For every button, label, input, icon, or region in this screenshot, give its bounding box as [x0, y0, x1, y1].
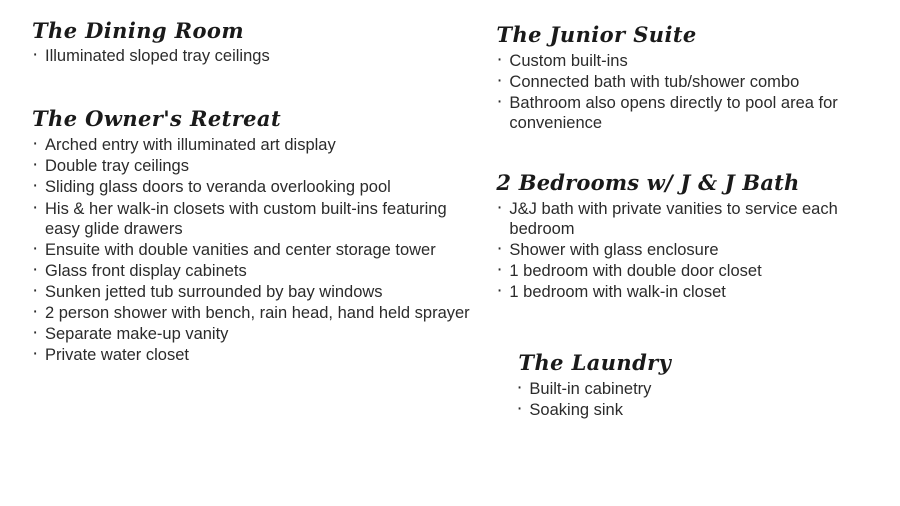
section-owners-retreat — [32, 106, 470, 365]
section-title-owners-retreat: The Owner's Retreat — [32, 106, 282, 132]
section-dining-room — [32, 18, 470, 66]
list-item: · Glass front display cabinets — [32, 261, 470, 281]
list-item: · Connected bath with tub/shower combo — [496, 72, 882, 92]
list-item: · 1 bedroom with walk-in closet — [496, 282, 882, 302]
bullet-list-two-bedrooms-jj-bath — [496, 199, 882, 303]
bullet-list-dining-room — [32, 46, 470, 66]
bullet-list-laundry — [516, 379, 882, 420]
list-item: · Bathroom also opens directly to pool area for convenience — [496, 93, 882, 133]
list-item: · Sliding glass doors to veranda overlooking pool — [32, 177, 470, 197]
list-item: · Double tray ceilings — [32, 156, 470, 176]
bullet-list-owners-retreat — [32, 135, 470, 365]
list-item: · Illuminated sloped tray ceilings — [32, 46, 470, 66]
section-title-laundry: The Laundry — [518, 350, 672, 376]
list-item: · His & her walk-in closets with custom built-ins featuring easy glide drawers — [32, 199, 470, 239]
bullet-list-junior-suite — [496, 51, 882, 134]
right-column — [478, 10, 882, 506]
section-two-bedrooms-jj-bath — [496, 170, 882, 303]
list-item: · Custom built-ins — [496, 51, 882, 71]
left-column — [18, 10, 478, 506]
section-junior-suite — [496, 22, 882, 134]
section-title-junior-suite: The Junior Suite — [496, 22, 697, 47]
section-title-dining-room: The Dining Room — [32, 18, 244, 43]
list-item: · Separate make-up vanity — [32, 324, 470, 344]
list-item: · Sunken jetted tub surrounded by bay windows — [32, 282, 470, 302]
list-item: · Built-in cabinetry — [516, 379, 882, 399]
list-item: · Shower with glass enclosure — [496, 240, 882, 260]
list-item: · 1 bedroom with double door closet — [496, 261, 882, 281]
list-item: · J&J bath with private vanities to service each bedroom — [496, 199, 882, 239]
section-title-two-bedrooms-jj-bath: 2 Bedrooms w/ J & J Bath — [496, 169, 800, 195]
list-item: · Private water closet — [32, 345, 470, 365]
list-item: · Ensuite with double vanities and center storage tower — [32, 240, 470, 260]
list-item: · 2 person shower with bench, rain head, hand held sprayer — [32, 303, 470, 323]
section-laundry — [496, 350, 882, 420]
list-item: · Arched entry with illuminated art display — [32, 135, 470, 155]
list-item: · Soaking sink — [516, 400, 882, 420]
